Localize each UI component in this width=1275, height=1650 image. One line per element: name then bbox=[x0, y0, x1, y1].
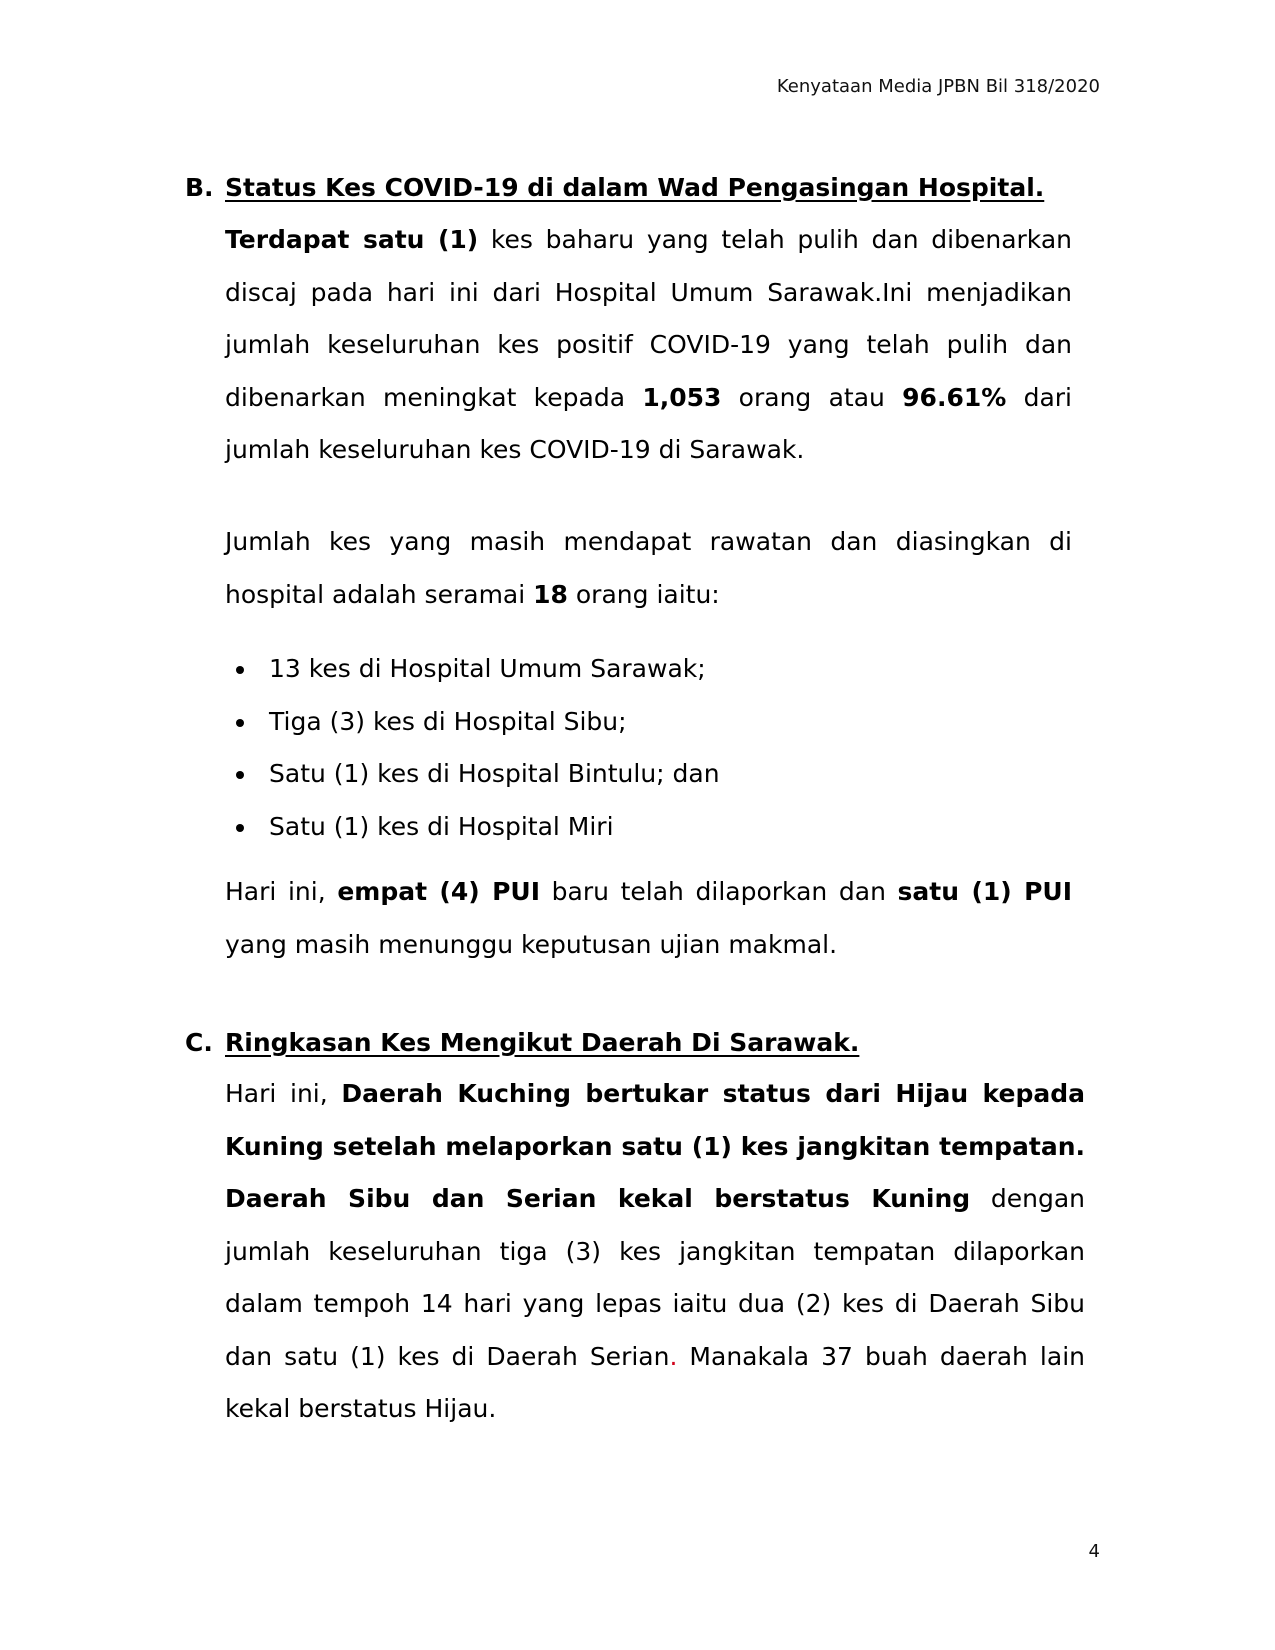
section-b-hospital-paragraph: Jumlah kes yang masih mendapat rawatan dan diasingkan di hospital adalah seramai 18 orang iaitu: bbox=[225, 527, 1072, 609]
section-c-district-paragraph: Hari ini, Daerah Kuching bertukar status dari Hijau kepada Kuning setelah melaporkan satu (1) kes jangkitan tempatan. Daerah Sibu dan Serian kekal berstatus Kuning dengan jumlah keseluruhan tiga (3) kes jangkitan tempatan dilaporkan dalam tempoh 14 hari yang lepas iaitu dua (2) kes di Daerah Sibu dan satu (1) kes di Daerah Serian. Manakala 37 buah daerah lain kekal berstatus Hijau. bbox=[225, 1079, 1085, 1423]
bullet-icon bbox=[236, 719, 244, 727]
red-period: . bbox=[669, 1341, 678, 1371]
section-b-title: Status Kes COVID-19 di dalam Wad Pengasingan Hospital. bbox=[225, 173, 1045, 202]
district-status-change: Daerah Kuching bertukar status dari Hijau kepada Kuning setelah melaporkan satu (1) kes jangkitan tempatan. Daerah Sibu dan Serian kekal berstatus Kuning bbox=[225, 1079, 1085, 1213]
bullet-icon bbox=[236, 666, 244, 674]
page-number: 4 bbox=[1088, 1541, 1100, 1562]
list-item: Satu (1) kes di Hospital Miri bbox=[225, 801, 720, 854]
section-b-recovery-paragraph: Terdapat satu (1) kes baharu yang telah pulih dan dibenarkan discaj pada hari ini dari Hospital Umum Sarawak.Ini menjadikan jumlah keseluruhan kes positif COVID-19 yang telah pulih dan dibenarkan meningkat kepada 1,053 orang atau 96.61% dari jumlah keseluruhan kes COVID-19 di Sarawak. bbox=[225, 225, 1072, 464]
list-item: Tiga (3) kes di Hospital Sibu; bbox=[225, 696, 720, 749]
list-item: 13 kes di Hospital Umum Sarawak; bbox=[225, 643, 720, 696]
section-b-pui-paragraph: Hari ini, empat (4) PUI baru telah dilaporkan dan satu (1) PUI yang masih menunggu keputusan ujian makmal. bbox=[225, 877, 1073, 959]
bullet-icon bbox=[236, 824, 244, 832]
hospitalised-count: 18 bbox=[533, 579, 568, 609]
new-pui-count: empat (4) PUI bbox=[337, 877, 540, 906]
pending-pui-count: satu (1) PUI bbox=[897, 877, 1073, 906]
total-recovered: 1,053 bbox=[642, 382, 722, 412]
section-c-title: Ringkasan Kes Mengikut Daerah Di Sarawak. bbox=[225, 1028, 860, 1057]
hospital-case-list bbox=[225, 643, 720, 853]
new-recovery-count: Terdapat satu (1) bbox=[225, 225, 479, 254]
section-c-letter: C. bbox=[185, 1028, 213, 1057]
list-item: Satu (1) kes di Hospital Bintulu; dan bbox=[225, 748, 720, 801]
section-b-letter: B. bbox=[185, 173, 214, 202]
bullet-icon bbox=[236, 771, 244, 779]
recovery-percentage: 96.61% bbox=[902, 382, 1007, 412]
document-reference: Kenyataan Media JPBN Bil 318/2020 bbox=[776, 76, 1100, 97]
